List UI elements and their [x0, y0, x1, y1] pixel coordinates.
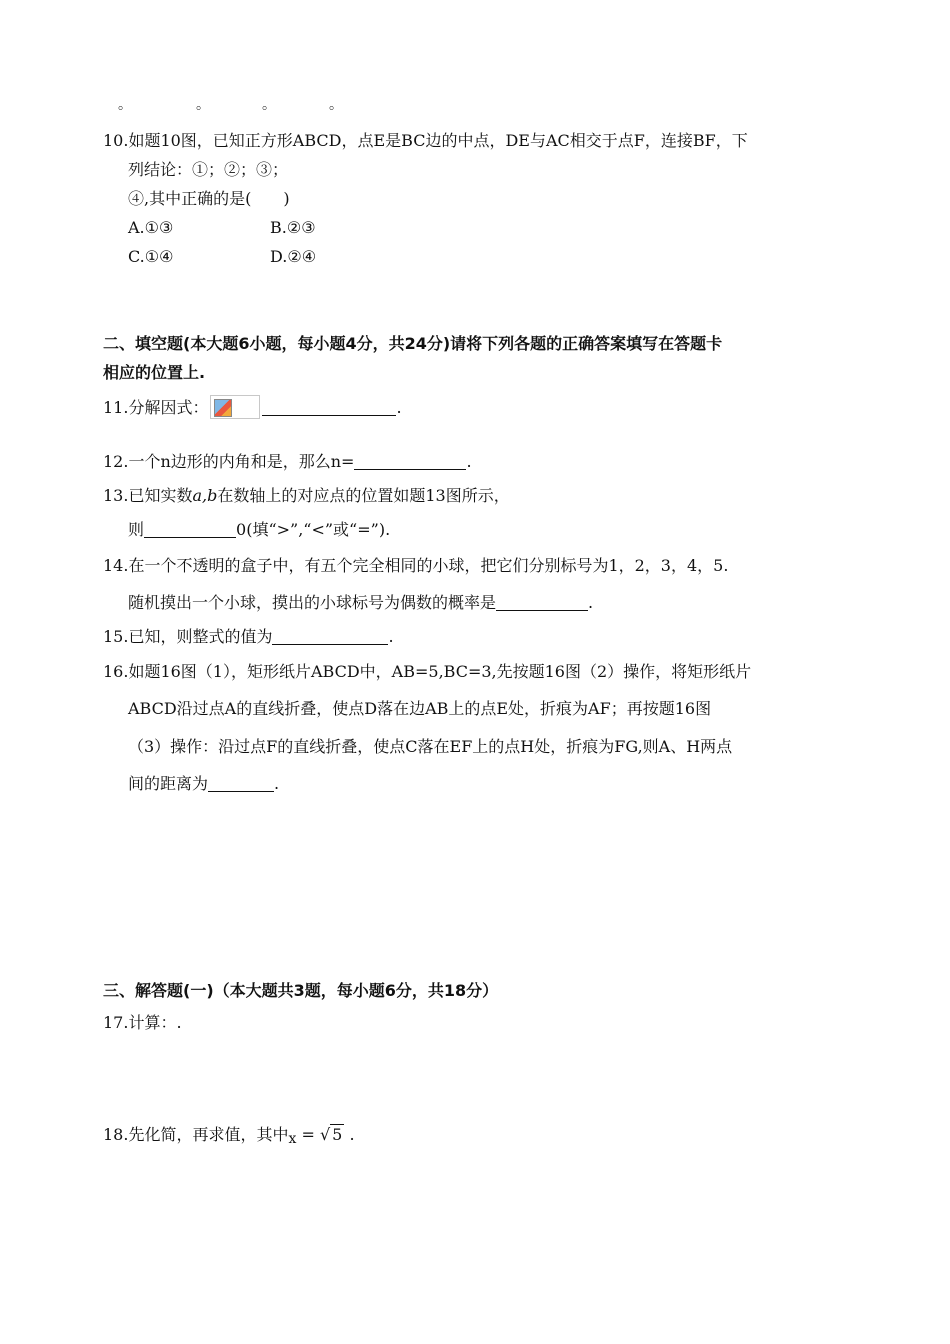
q18-equals: =: [301, 1125, 315, 1144]
q16-text: .: [274, 774, 280, 793]
top-dot: 。: [196, 97, 210, 113]
q12-suffix: .: [466, 452, 472, 471]
q16-line4: [128, 773, 279, 795]
q10-line3: ④,其中正确的是( ): [128, 189, 290, 208]
q16-line1: 16.如题16图（1），矩形纸片ABCD中，AB=5,BC=3,先按题16图（2）操作，将矩形纸片: [103, 662, 752, 681]
q18: [103, 1124, 355, 1150]
answer-blank: [208, 775, 274, 792]
q18-variable: x: [288, 1131, 297, 1147]
q15-text: 15.已知，则整式的值为: [103, 627, 273, 646]
q12: [103, 451, 472, 473]
q13-text: 则: [128, 520, 145, 539]
q14-text: 随机摸出一个小球，摸出的小球标号为偶数的概率是: [128, 593, 497, 612]
q10-option-a: A.①③: [128, 218, 174, 237]
q10-line1: 10.如题10图，已知正方形ABCD，点E是BC边的中点，DE与AC相交于点F，连接BF，下: [103, 131, 748, 150]
q10-line2: 列结论：①；②；③；: [128, 160, 289, 179]
q15: [103, 626, 394, 648]
broken-image-icon: [210, 395, 260, 419]
answer-blank: [272, 628, 388, 645]
q14-line1: 14.在一个不透明的盒子中，有五个完全相同的小球，把它们分别标号为1，2，3，4，5.: [103, 556, 729, 575]
q10-option-d: D.②④: [270, 247, 317, 266]
q13-line2: [128, 519, 390, 541]
answer-blank: [354, 453, 466, 470]
answer-blank: [496, 594, 588, 611]
q10-option-b: B.②③: [270, 218, 316, 237]
top-dot: 。: [329, 97, 343, 113]
top-dot: 。: [262, 97, 276, 113]
q14-text: .: [588, 593, 594, 612]
q13-text: 在数轴上的对应点的位置如题13图所示，: [217, 486, 510, 505]
section2-heading-line2: 相应的位置上.: [103, 363, 206, 382]
q16-text: 间的距离为: [128, 774, 209, 793]
q10-option-c: C.①④: [128, 247, 174, 266]
q18-text: .: [349, 1125, 355, 1144]
q18-radicand: 5: [332, 1125, 343, 1144]
q11-suffix: .: [396, 398, 402, 417]
q13-variables: a,b: [192, 486, 218, 505]
q18-text: 18.先化简，再求值，其中: [103, 1125, 289, 1144]
sqrt-symbol: √ 5: [319, 1125, 343, 1144]
q13-text: 0(填“>”,“<”或“=”).: [236, 520, 391, 539]
q16-line3: （3）操作：沿过点F的直线折叠，使点C落在EF上的点H处，折痕为FG,则A、H两点: [128, 737, 733, 756]
q13-line1: [103, 485, 510, 507]
q17: 17.计算：.: [103, 1013, 182, 1032]
q16-line2: ABCD沿过点A的直线折叠，使点D落在边AB上的点E处，折痕为AF；再按题16图: [128, 699, 712, 718]
section3-heading: 三、解答题(一)（本大题共3题，每小题6分，共18分）: [103, 981, 499, 1000]
q12-prefix: 12.一个n边形的内角和是，那么n=: [103, 452, 355, 471]
top-dot: 。: [118, 97, 132, 113]
q13-text: 13.已知实数: [103, 486, 193, 505]
q11-prefix: 11.分解因式：: [103, 398, 209, 417]
section2-heading-line1: 二、填空题(本大题6小题，每小题4分，共24分)请将下列各题的正确答案填写在答题卡: [103, 334, 723, 353]
answer-blank: [144, 521, 236, 538]
q11: [103, 395, 402, 419]
q15-text: .: [388, 627, 394, 646]
q14-line2: [128, 592, 593, 614]
answer-blank: [262, 399, 396, 416]
